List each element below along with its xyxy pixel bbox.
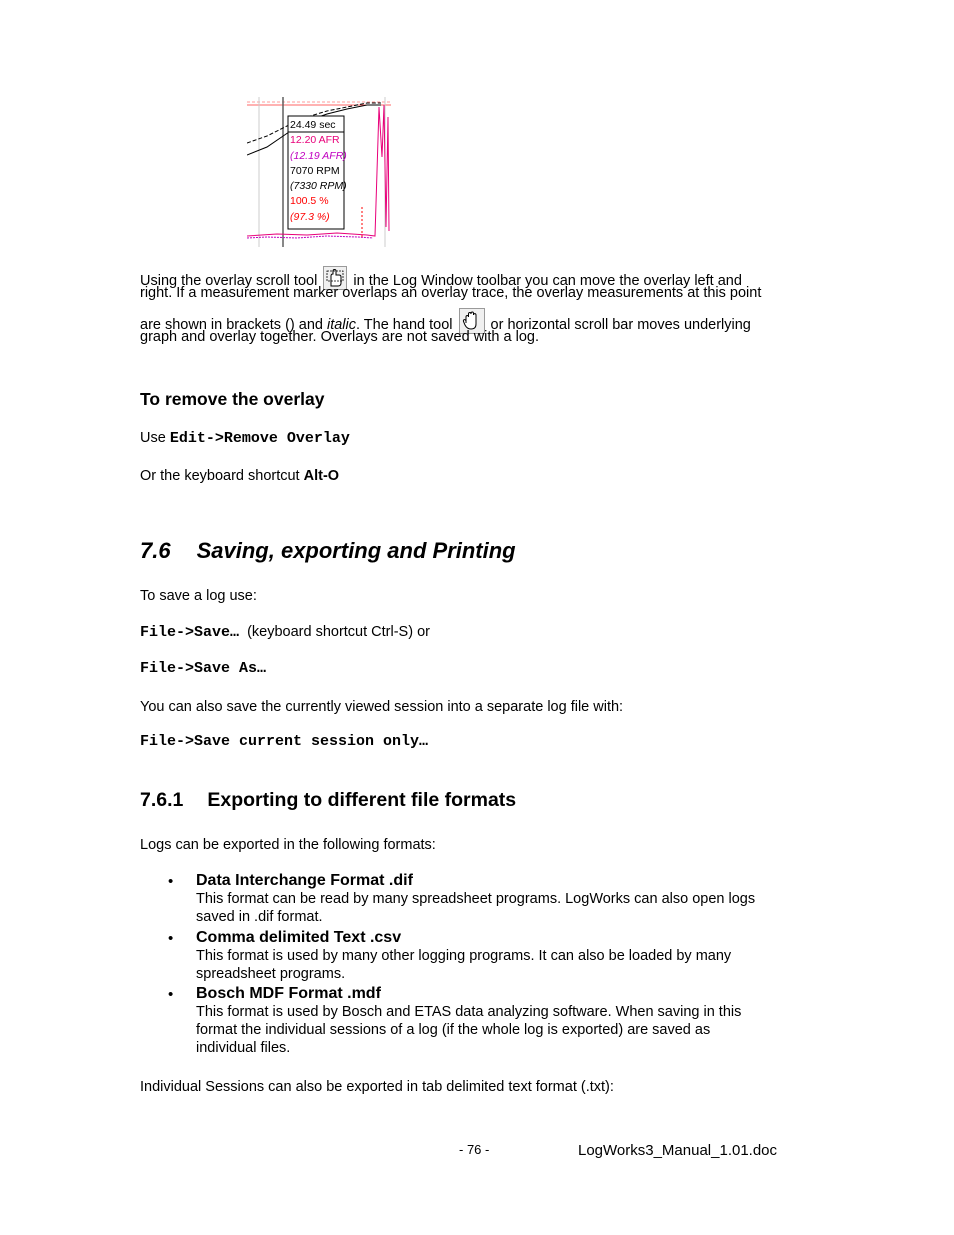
afr-readout: 12.20 AFR xyxy=(290,134,340,147)
export-intro: Logs can be exported in the following formats: xyxy=(140,837,436,853)
section-heading: 7.6 Saving, exporting and Printing xyxy=(140,538,516,563)
list-item: Bosch MDF Format .mdf This format is used by Bosch and ETAS data analyzing software. When saving in this format the individual sessions of a log (if the whole log is exported) are saved as individual files. xyxy=(196,985,742,1056)
remove-overlay-command: Use Edit->Remove Overlay xyxy=(140,430,350,447)
time-readout: 24.49 sec xyxy=(290,119,336,131)
save-session-text: You can also save the currently viewed session into a separate log file with: xyxy=(140,699,624,715)
overlay-figure xyxy=(247,97,391,247)
remove-overlay-heading: To remove the overlay xyxy=(140,389,325,409)
save-command: File->Save… (keyboard shortcut Ctrl-S) or xyxy=(140,624,430,641)
list-item: Data Interchange Format .dif This format can be read by many spreadsheet programs. LogWorks can also open logs saved in .dif format. xyxy=(196,872,756,925)
rpm-overlay-readout: (7330 RPM) xyxy=(290,180,347,193)
afr-overlay-readout: (12.19 AFR) xyxy=(290,149,347,162)
save-as-command: File->Save As… xyxy=(140,660,267,677)
bullet-marker: • xyxy=(168,930,174,947)
list-item: Comma delimited Text .csv This format is used by many other logging programs. It can also be loaded by many spreadsheet programs. xyxy=(196,929,732,982)
remove-overlay-shortcut: Or the keyboard shortcut Alt-O xyxy=(140,468,340,484)
document-filename: LogWorks3_Manual_1.01.doc xyxy=(578,1142,778,1159)
rpm-readout: 7070 RPM xyxy=(290,164,340,177)
subsection-heading: 7.6.1 Exporting to different file formats xyxy=(140,789,517,811)
intro-paragraph: Using the overlay scroll tool in the Log Window toolbar you can move the overlay left and right. If a measurement marker overlaps an overlay trace, the overlay measurements at this point are shown in brackets () and italic. The hand tool or horizontal scroll bar moves underlying graph and overlay together. Overlays are not saved with a log. xyxy=(140,266,820,346)
sessions-export-text: Individual Sessions can also be exported in tab delimited text format (.txt): xyxy=(140,1079,614,1095)
bullet-marker: • xyxy=(168,986,174,1003)
bullet-marker: • xyxy=(168,873,174,890)
pct-overlay-readout: (97.3 %) xyxy=(290,210,330,223)
save-intro: To save a log use: xyxy=(140,588,257,604)
save-session-command: File->Save current session only… xyxy=(140,733,429,750)
pct-readout: 100.5 % xyxy=(290,195,329,208)
page-number: - 76 - xyxy=(459,1142,490,1157)
